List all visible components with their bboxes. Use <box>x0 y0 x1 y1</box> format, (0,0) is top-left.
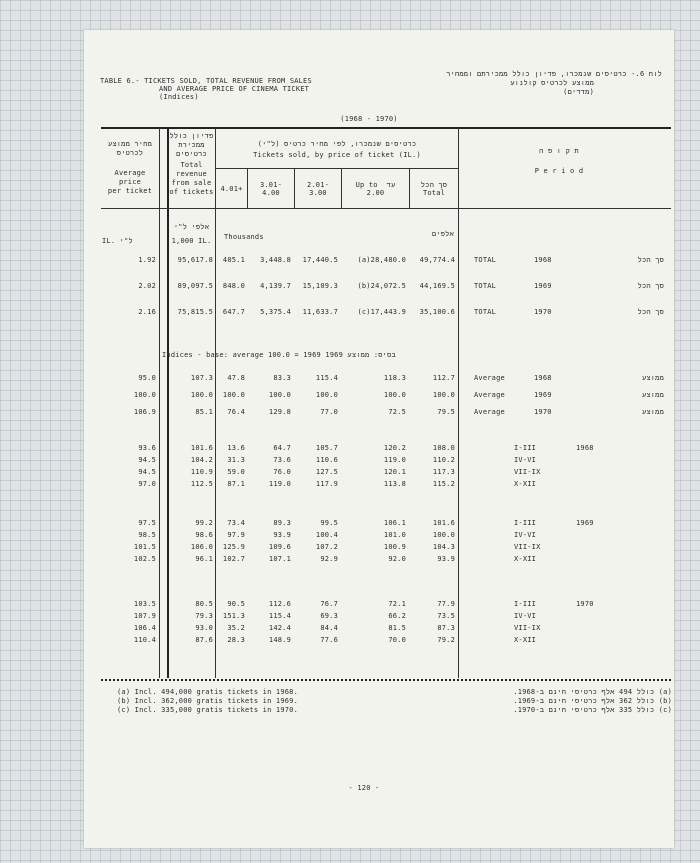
row-quarter: IV-VI <box>514 612 537 620</box>
indices-heading: Indices - base: average 100.0 = 1969 בסיס: ממוצע 1969 <box>162 351 396 359</box>
avg-price-en-2: price <box>118 178 142 186</box>
cell-revenue: 96.1 <box>195 555 213 563</box>
cell-c4: 100.9 <box>383 543 406 551</box>
title-he-line-2: ממוצע לכרטיס קולנוע <box>510 79 594 87</box>
cell-c3: 107.2 <box>315 543 338 551</box>
col-divider-period <box>458 128 459 678</box>
cell-revenue: 98.6 <box>195 531 213 539</box>
cell-revenue: 75,815.5 <box>177 308 213 316</box>
cell-c4: 118.3 <box>383 374 406 382</box>
cell-price: 93.6 <box>138 444 156 452</box>
cell-revenue: 107.3 <box>190 374 213 382</box>
row-label: TOTAL <box>474 308 497 316</box>
cell-c1: 848.0 <box>222 282 245 290</box>
cell-tot: 87.3 <box>437 624 455 632</box>
sub-col-2: 3.01- 4.00 <box>259 181 283 197</box>
footnote-a-en: (a) Incl. 494,000 gratis tickets in 1968. <box>117 688 298 696</box>
cell-c3: 110.6 <box>315 456 338 464</box>
sub-col-3: 2.01- 3.00 <box>306 181 330 197</box>
unit-thousands-il-he: אלפי ל"י <box>173 223 210 231</box>
cell-tot: 112.7 <box>432 374 455 382</box>
cell-c3: 17,440.5 <box>302 256 338 264</box>
cell-price: 107.9 <box>133 612 156 620</box>
row-label-he: סך הכל <box>637 282 664 290</box>
row-label-he: ממוצע <box>641 374 664 382</box>
cell-price: 110.4 <box>133 636 156 644</box>
cell-tot: 77.9 <box>437 600 455 608</box>
col-divider-price <box>159 128 160 678</box>
cell-revenue: 93.0 <box>195 624 213 632</box>
row-label-he: סך הכל <box>637 308 664 316</box>
cell-c2: 115.4 <box>268 612 291 620</box>
row-quarter: I-III <box>514 600 537 608</box>
cell-price: 97.5 <box>138 519 156 527</box>
row-quarter: X-XII <box>514 480 537 488</box>
cell-c1: 405.1 <box>222 256 245 264</box>
footnote-a-he: (a) כולל 494 אלף כרטיסי חינם ב-1968. <box>513 688 672 696</box>
cell-price: 106.9 <box>133 408 156 416</box>
cell-c4: 113.8 <box>383 480 406 488</box>
row-year: 1968 <box>534 256 552 264</box>
cell-c3: 92.9 <box>320 555 338 563</box>
period-he-header: ת ק ו פ ה <box>539 147 579 155</box>
revenue-en-2: revenue <box>176 170 207 178</box>
revenue-en-1: Total <box>180 161 203 169</box>
sub-col-5: סך הכל Total <box>420 181 448 197</box>
group-year: 1970 <box>576 600 594 608</box>
cell-c3: 76.7 <box>320 600 338 608</box>
cell-c2: 142.4 <box>268 624 291 632</box>
title-he-line-1: לוח 6.- כרטיסים שנמכרו, פדיון כולל ממכירתם וממחיר <box>446 70 662 78</box>
cell-c2: 129.8 <box>268 408 291 416</box>
cell-c3: 15,109.3 <box>302 282 338 290</box>
cell-c1: 31.3 <box>227 456 245 464</box>
cell-tot: 117.3 <box>432 468 455 476</box>
cell-price: 2.02 <box>138 282 156 290</box>
cell-c1: 13.6 <box>227 444 245 452</box>
cell-price: 100.0 <box>133 391 156 399</box>
cell-c4: 72.5 <box>388 408 406 416</box>
cell-c2: 148.9 <box>268 636 291 644</box>
cell-c3: 11,633.7 <box>302 308 338 316</box>
row-quarter: I-III <box>514 519 537 527</box>
cell-c4: 72.1 <box>388 600 406 608</box>
cell-c1: 87.1 <box>227 480 245 488</box>
unit-il: IL. ל"י <box>102 237 133 245</box>
cell-tot: 79.5 <box>437 408 455 416</box>
cell-revenue: 112.5 <box>190 480 213 488</box>
cell-price: 98.5 <box>138 531 156 539</box>
row-quarter: VII-IX <box>514 468 541 476</box>
tickets-he-header: כרטיסים שנמכרו, לפי מחיר כרטיס (ל"י) <box>257 140 417 148</box>
cell-price: 94.5 <box>138 456 156 464</box>
row-label: Average <box>474 408 505 416</box>
footnote-c-he: (c) כולל 335 אלף כרטיסי חינם ב-1970. <box>513 706 672 714</box>
row-quarter: X-XII <box>514 555 537 563</box>
cell-c3: 77.6 <box>320 636 338 644</box>
cell-tot: 110.2 <box>432 456 455 464</box>
cell-c3: 100.0 <box>315 391 338 399</box>
cell-revenue: 85.1 <box>195 408 213 416</box>
cell-c1: 97.9 <box>227 531 245 539</box>
avg-price-he-2: לכרטיס <box>116 149 144 157</box>
row-quarter: VII-IX <box>514 543 541 551</box>
row-quarter: X-XII <box>514 636 537 644</box>
cell-tot: 44,169.5 <box>419 282 455 290</box>
cell-c3: 77.0 <box>320 408 338 416</box>
cell-c3: 105.7 <box>315 444 338 452</box>
cell-price: 103.5 <box>133 600 156 608</box>
cell-tot: 104.3 <box>432 543 455 551</box>
unit-thousands: Thousands <box>224 233 264 241</box>
table-top-rule <box>101 127 671 129</box>
col-divider-revenue <box>215 128 216 678</box>
cell-price: 2.16 <box>138 308 156 316</box>
cell-c2: 107.1 <box>268 555 291 563</box>
cell-c4: (b)24,072.5 <box>357 282 406 290</box>
title-he-line-3: (מדדים) <box>563 88 594 96</box>
cell-c4: 100.0 <box>383 391 406 399</box>
revenue-he-3: כרטיסים <box>176 150 207 158</box>
row-quarter: IV-VI <box>514 456 537 464</box>
cell-c4: (c)17,443.9 <box>357 308 406 316</box>
cell-c3: 84.4 <box>320 624 338 632</box>
cell-c4: 120.1 <box>383 468 406 476</box>
row-quarter: IV-VI <box>514 531 537 539</box>
footnote-b-he: (b) כולל 362 אלף כרטיסי חינם ב-1969. <box>513 697 672 705</box>
group-year: 1969 <box>576 519 594 527</box>
cell-c1: 47.8 <box>227 374 245 382</box>
cell-c2: 112.6 <box>268 600 291 608</box>
cell-c2: 3,448.8 <box>260 256 291 264</box>
unit-thousands-he: אלפים <box>431 230 454 238</box>
cell-c2: 64.7 <box>273 444 291 452</box>
cell-tot: 100.0 <box>432 531 455 539</box>
cell-c1: 73.4 <box>227 519 245 527</box>
cell-c4: 120.2 <box>383 444 406 452</box>
cell-c2: 100.0 <box>268 391 291 399</box>
cell-price: 106.4 <box>133 624 156 632</box>
col-divider-thick <box>167 128 169 678</box>
cell-c1: 125.9 <box>222 543 245 551</box>
cell-tot: 108.0 <box>432 444 455 452</box>
tickets-en-header: Tickets sold, by price of ticket (IL.) <box>253 151 421 159</box>
cell-price: 94.5 <box>138 468 156 476</box>
cell-tot: 49,774.4 <box>419 256 455 264</box>
cell-c3: 99.5 <box>320 519 338 527</box>
cell-c2: 83.3 <box>273 374 291 382</box>
cell-price: 95.0 <box>138 374 156 382</box>
revenue-en-3: from sale <box>171 179 212 187</box>
cell-c2: 89.3 <box>273 519 291 527</box>
cell-c3: 100.4 <box>315 531 338 539</box>
footnote-b-en: (b) Incl. 362,000 gratis tickets in 1969. <box>117 697 298 705</box>
row-label-he: סך הכל <box>637 256 664 264</box>
row-label: TOTAL <box>474 282 497 290</box>
cell-price: 97.0 <box>138 480 156 488</box>
cell-tot: 73.5 <box>437 612 455 620</box>
cell-revenue: 99.2 <box>195 519 213 527</box>
cell-c2: 5,375.4 <box>260 308 291 316</box>
row-year: 1970 <box>534 408 552 416</box>
cell-tot: 100.0 <box>432 391 455 399</box>
cell-tot: 115.2 <box>432 480 455 488</box>
title-en-line-3: (Indices) <box>159 93 199 101</box>
cell-c1: 102.7 <box>222 555 245 563</box>
cell-c2: 4,139.7 <box>260 282 291 290</box>
cell-c4: (a)28,480.0 <box>357 256 406 264</box>
row-quarter: VII-IX <box>514 624 541 632</box>
table-bottom-rule <box>101 679 671 681</box>
cell-revenue: 110.9 <box>190 468 213 476</box>
cell-c1: 59.0 <box>227 468 245 476</box>
unit-thousands-il: 1,000 IL. <box>171 237 212 245</box>
avg-price-en-3: per ticket <box>107 187 153 195</box>
cell-revenue: 101.6 <box>190 444 213 452</box>
cell-c4: 106.1 <box>383 519 406 527</box>
cell-revenue: 89,097.5 <box>177 282 213 290</box>
cell-tot: 101.6 <box>432 519 455 527</box>
cell-c3: 117.9 <box>315 480 338 488</box>
row-label: Average <box>474 374 505 382</box>
row-label: Average <box>474 391 505 399</box>
cell-tot: 93.9 <box>437 555 455 563</box>
row-year: 1969 <box>534 282 552 290</box>
row-label-he: ממוצע <box>641 408 664 416</box>
cell-price: 1.92 <box>138 256 156 264</box>
cell-c1: 28.3 <box>227 636 245 644</box>
revenue-en-4: of tickets <box>169 188 214 196</box>
cell-c3: 127.5 <box>315 468 338 476</box>
cell-tot: 35,100.6 <box>419 308 455 316</box>
row-label: TOTAL <box>474 256 497 264</box>
subheader-rule <box>216 168 458 169</box>
sub-col-1: 4.01+ <box>220 185 243 193</box>
cell-c1: 90.5 <box>227 600 245 608</box>
cell-c2: 76.0 <box>273 468 291 476</box>
cell-revenue: 104.2 <box>190 456 213 464</box>
cell-c1: 35.2 <box>227 624 245 632</box>
cell-c4: 92.0 <box>388 555 406 563</box>
revenue-he-2: ממכירת <box>178 141 205 149</box>
cell-c3: 115.4 <box>315 374 338 382</box>
cell-c2: 109.6 <box>268 543 291 551</box>
cell-c4: 119.0 <box>383 456 406 464</box>
cell-revenue: 106.0 <box>190 543 213 551</box>
group-year: 1968 <box>576 444 594 452</box>
avg-price-en-1: Average <box>114 169 146 177</box>
cell-revenue: 100.0 <box>190 391 213 399</box>
cell-c2: 73.6 <box>273 456 291 464</box>
cell-c4: 66.2 <box>388 612 406 620</box>
cell-price: 102.5 <box>133 555 156 563</box>
document-page <box>84 30 674 848</box>
cell-c3: 69.3 <box>320 612 338 620</box>
sub-col-4: Up to עד 2.00 <box>355 181 396 197</box>
cell-c4: 81.5 <box>388 624 406 632</box>
row-year: 1970 <box>534 308 552 316</box>
row-year: 1968 <box>534 374 552 382</box>
page-number: - 120 - <box>348 784 380 792</box>
cell-tot: 79.2 <box>437 636 455 644</box>
cell-revenue: 87.6 <box>195 636 213 644</box>
cell-c1: 76.4 <box>227 408 245 416</box>
cell-c1: 151.3 <box>222 612 245 620</box>
cell-c2: 93.9 <box>273 531 291 539</box>
cell-revenue: 79.3 <box>195 612 213 620</box>
row-label-he: ממוצע <box>641 391 664 399</box>
title-en-line-1: TABLE 6.- TICKETS SOLD, TOTAL REVENUE FROM SALES <box>100 77 312 85</box>
years-caption: (1968 - 1970) <box>340 115 398 123</box>
cell-revenue: 95,617.8 <box>177 256 213 264</box>
row-quarter: I-III <box>514 444 537 452</box>
cell-price: 101.5 <box>133 543 156 551</box>
cell-revenue: 80.5 <box>195 600 213 608</box>
period-en-header: P e r i o d <box>534 167 584 175</box>
title-en-line-2: AND AVERAGE PRICE OF CINEMA TICKET <box>159 85 310 93</box>
avg-price-he-1: מחיר ממוצע <box>107 140 153 148</box>
cell-c1: 647.7 <box>222 308 245 316</box>
footnote-c-en: (c) Incl. 335,000 gratis tickets in 1970. <box>117 706 298 714</box>
cell-c2: 119.0 <box>268 480 291 488</box>
cell-c4: 101.0 <box>383 531 406 539</box>
row-year: 1969 <box>534 391 552 399</box>
header-bottom-rule <box>101 208 671 209</box>
cell-c4: 70.0 <box>388 636 406 644</box>
cell-c1: 100.0 <box>222 391 245 399</box>
revenue-he-1: פדיון כולל <box>169 132 214 140</box>
